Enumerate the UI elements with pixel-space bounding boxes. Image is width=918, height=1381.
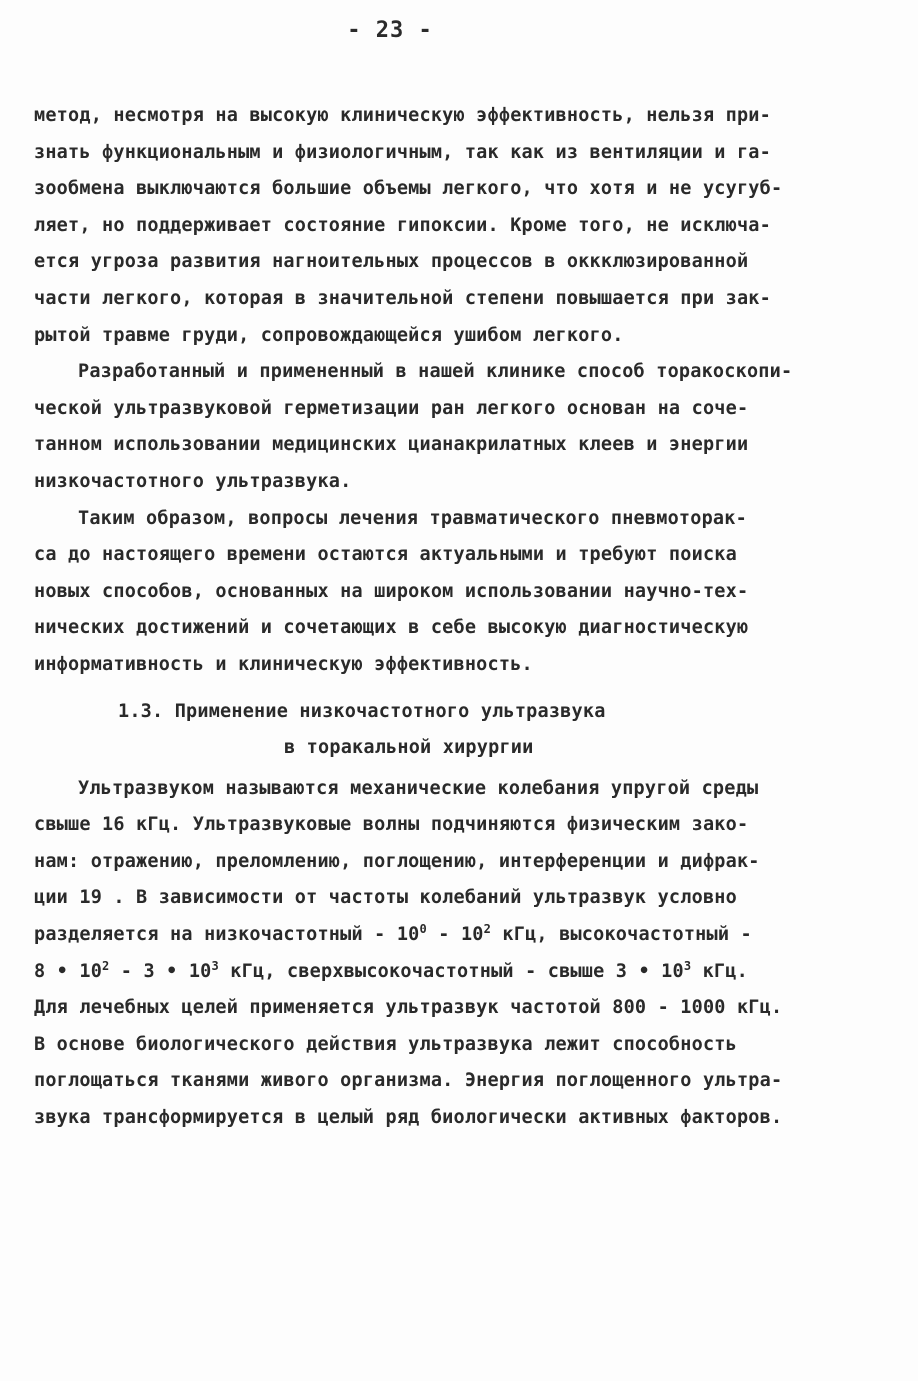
page-number: - 23 - [347,18,433,43]
text-line: Таким образом, вопросы лечения травматического пневмоторак- [78,507,747,529]
section-heading [34,694,874,767]
text-line: звука трансформируется в целый ряд биологически активных факторов. [34,1107,783,1129]
text-line: В основе биологического действия ультразвука лежит способность [34,1033,737,1055]
section-heading-line-2: в торакальной хирургии [284,737,534,759]
text-line: свыше 16 кГц. Ультразвуковые волны подчиняются физическим зако- [34,814,749,836]
text-line: ется угроза развития нагноительных процессов в оккклюзированной [34,251,749,273]
text-fragment: - 10 [426,924,484,946]
text-line: метод, несмотря на высокую клиническую эффективность, нельзя при- [34,105,771,126]
text-line: зообмена выключаются большие объемы легкого, что хотя и не усугуб- [34,178,783,200]
exponent: 3 [683,958,692,973]
exponent: 2 [102,958,110,973]
text-line: знать функциональным и физиологичным, так как из вентиляции и га- [34,141,771,163]
text-line: Разработанный и примененный в нашей клинике способ торакоскопи- [78,361,793,383]
text-fragment: кГц. [691,960,748,982]
text-line: рытой травме груди, сопровождающейся ушибом легкого. [34,324,624,346]
text-line: нических достижений и сочетающих в себе высокую диагностическую [34,617,749,639]
paragraph-4 [34,771,874,1137]
text-line: Для лечебных целей применяется ультразвук частотой 800 - 1000 кГц. [34,997,783,1019]
text-line-with-powers [34,917,874,954]
text-fragment: кГц, сверхвысокочастотный - свыше 3 • 10 [218,960,684,982]
text-fragment: 8 • 10 [34,960,103,982]
text-line: ческой ультразвуковой герметизации ран легкого основан на соче- [34,397,749,419]
text-line: информативность и клиническую эффективность. [34,653,533,675]
paragraph-2 [34,354,874,500]
text-line-with-powers [34,954,874,991]
text-line: новых способов, основанных на широком использовании научно-тех- [34,580,749,602]
text-line: ляет, но поддерживает состояние гипоксии. Кроме того, не исключа- [34,214,771,236]
text-line: ции 19 . В зависимости от частоты колебаний ультразвук условно [34,887,737,909]
text-line: низкочастотного ультразвука. [34,470,352,492]
text-line: поглощаться тканями живого организма. Энергия поглощенного ультра- [34,1070,783,1092]
text-fragment: - 3 • 10 [109,960,212,982]
text-line: танном использовании медицинских цианакрилатных клеев и энергии [34,434,749,456]
text-line: са до настоящего времени остаются актуальными и требуют поиска [34,544,737,566]
text-line: Ультразвуком называются механические колебания упругой среды [78,777,759,799]
spacer [34,684,874,694]
exponent: 3 [211,958,219,973]
text-line: нам: отражению, преломлению, поглощению, интерференции и дифрак- [34,850,760,872]
text-fragment: кГц, высокочастотный - [491,924,752,946]
exponent: 0 [419,921,427,936]
text-line: части легкого, которая в значительной степени повышается при зак- [34,287,771,309]
exponent: 2 [483,921,492,936]
paragraph-3 [34,501,874,684]
section-heading-line-1: 1.3. Применение низкочастотного ультразвука [118,700,606,722]
page-body [34,98,874,1137]
paragraph-1 [34,98,874,354]
text-fragment: разделяется на низкочастотный - 10 [34,924,420,946]
